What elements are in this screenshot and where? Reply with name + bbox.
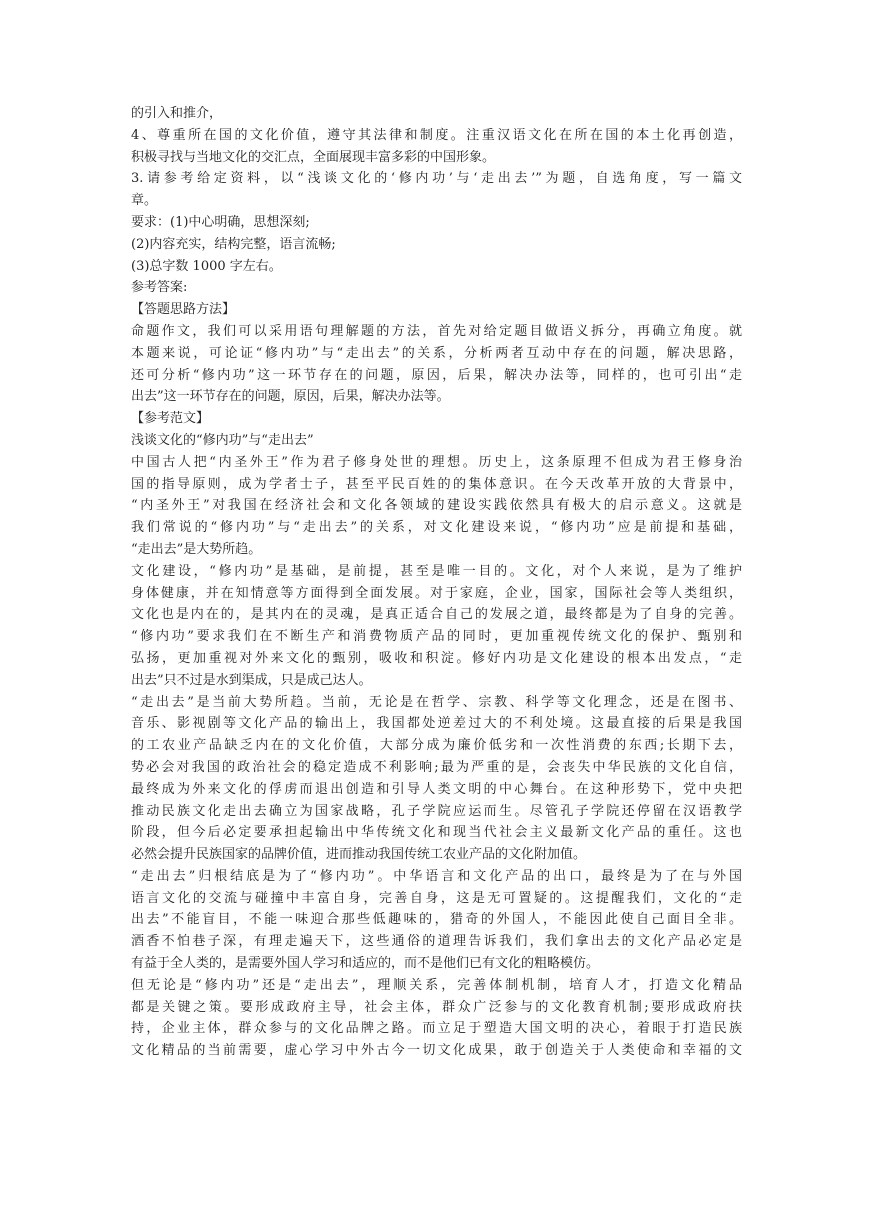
text-line: 命题作文，我们可以采用语句理解题的方法，首先对给定题目做语义拆分，再确立角度。就 — [131, 323, 742, 339]
text-line: 的工农业产品缺乏内在的文化价值，大部分成为廉价低劣和一次性消费的东西;长期下去， — [131, 738, 742, 754]
text-line: 必然会提升民族国家的品牌价值，进而推动我国传统工农业产品的文化附加值。 — [131, 847, 587, 863]
text-line: 我们常说的“修内功”与“走出去”的关系，对文化建设来说，“修内功”应是前提和基础， — [131, 520, 742, 536]
text-line: 阶段，但今后必定要承担起输出中华传统文化和现当代社会主义最新文化产品的重任。这也 — [131, 825, 742, 841]
text-line: “内圣外王”对我国在经济社会和文化各领域的建设实践依然具有极大的启示意义。这就是 — [131, 498, 742, 514]
text-line: 势必会对我国的政治社会的稳定造成不利影响;最为严重的是，会丧失中华民族的文化自信， — [131, 759, 742, 775]
text-line: “走出去”是大势所趋。 — [131, 541, 262, 557]
text-line: 【参考范文】 — [131, 411, 210, 427]
text-line: 3.请参考给定资料，以“浅谈文化的‘修内功’与‘走出去’”为题，自选角度，写一篇文 — [131, 171, 742, 187]
text-line: 最终成为外来文化的俘虏而退出创造和引导人类文明的中心舞台。在这种形势下，党中央把 — [131, 781, 742, 797]
text-line: (3)总字数 1000 字左右。 — [131, 258, 282, 274]
text-line: 弘扬，更加重视对外来文化的甄别，吸收和积淀。修好内功是文化建设的根本出发点，“走 — [131, 650, 742, 666]
text-line: 出去”这一环节存在的问题，原因，后果，解决办法等。 — [131, 389, 450, 405]
text-line: 还可分析“修内功”这一环节存在的问题，原因，后果，解决办法等，同样的，也可引出“走 — [131, 367, 742, 383]
text-line: 出去”不能盲目，不能一味迎合那些低趣味的，猎奇的外国人，不能因此使自己面目全非。 — [131, 912, 742, 928]
text-line: 有益于全人类的，是需要外国人学习和适应的，而不是他们已有文化的粗略模仿。 — [131, 956, 600, 972]
text-line: 身体健康，并在知情意等方面得到全面发展。对于家庭，企业，国家，国际社会等人类组织， — [131, 585, 742, 601]
text-line: 都是关键之策。要形成政府主导，社会主体，群众广泛参与的文化教育机制;要形成政府扶 — [131, 999, 742, 1015]
text-line: 章。 — [131, 193, 158, 209]
text-line: 酒香不怕巷子深，有理走遍天下，这些通俗的道理告诉我们，我们拿出去的文化产品必定是 — [131, 934, 742, 950]
text-line: 4、尊重所在国的文化价值，遵守其法律和制度。注重汉语文化在所在国的本土化再创造， — [131, 127, 742, 143]
text-line: 持，企业主体，群众参与的文化品牌之路。而立足于塑造大国文明的决心，着眼于打造民族 — [131, 1021, 742, 1037]
text-line: 推动民族文化走出去确立为国家战略，孔子学院应运而生。尽管孔子学院还停留在汉语教学 — [131, 803, 742, 819]
document-page — [131, 103, 742, 1062]
text-line: 的引入和推介， — [131, 106, 223, 121]
text-line: 国的指导原则，成为学者士子，甚至平民百姓的的集体意识。在今天改革开放的大背景中， — [131, 476, 742, 492]
text-line: 【答题思路方法】 — [131, 302, 236, 318]
text-line: 参考答案: — [131, 280, 188, 296]
text-line: 要求：(1)中心明确，思想深刻; — [131, 214, 310, 230]
text-line: 文化精品的当前需要，虚心学习中外古今一切文化成果，敢于创造关于人类使命和幸福的文 — [131, 1043, 742, 1059]
text-line: 浅谈文化的“修内功”与“走出去” — [131, 432, 314, 448]
text-line: 出去”只不过是水到渠成，只是成己达人。 — [131, 672, 372, 688]
text-line: “走出去”归根结底是为了“修内功”。中华语言和文化产品的出口，最终是为了在与外国 — [131, 868, 742, 884]
text-line: (2)内容充实，结构完整，语言流畅; — [131, 236, 336, 252]
text-line: 语言文化的交流与碰撞中丰富自身，完善自身，这是无可置疑的。这提醒我们，文化的“走 — [131, 890, 742, 906]
text-line: “修内功”要求我们在不断生产和消费物质产品的同时，更加重视传统文化的保护、甄别和 — [131, 629, 742, 645]
text-line: “走出去”是当前大势所趋。当前，无论是在哲学、宗教、科学等文化理念，还是在图书、 — [131, 694, 742, 710]
text-line: 但无论是“修内功”还是“走出去”，理顺关系，完善体制机制，培育人才，打造文化精品 — [131, 977, 742, 993]
text-line: 文化也是内在的，是其内在的灵魂，是真正适合自己的发展之道，最终都是为了自身的完善。 — [131, 607, 742, 623]
text-line: 积极寻找与当地文化的交汇点，全面展现丰富多彩的中国形象。 — [131, 149, 496, 165]
text-line: 本题来说，可论证“修内功”与“走出去”的关系，分析两者互动中存在的问题，解决思路， — [131, 345, 742, 361]
text-line: 音乐、影视剧等文化产品的输出上，我国都处逆差过大的不利处境。这最直接的后果是我国 — [131, 716, 742, 732]
text-line: 中国古人把“内圣外王”作为君子修身处世的理想。历史上，这条原理不但成为君王修身治 — [131, 454, 742, 470]
text-line: 文化建设，“修内功”是基础，是前提，甚至是唯一目的。文化，对个人来说，是为了维护 — [131, 563, 742, 579]
